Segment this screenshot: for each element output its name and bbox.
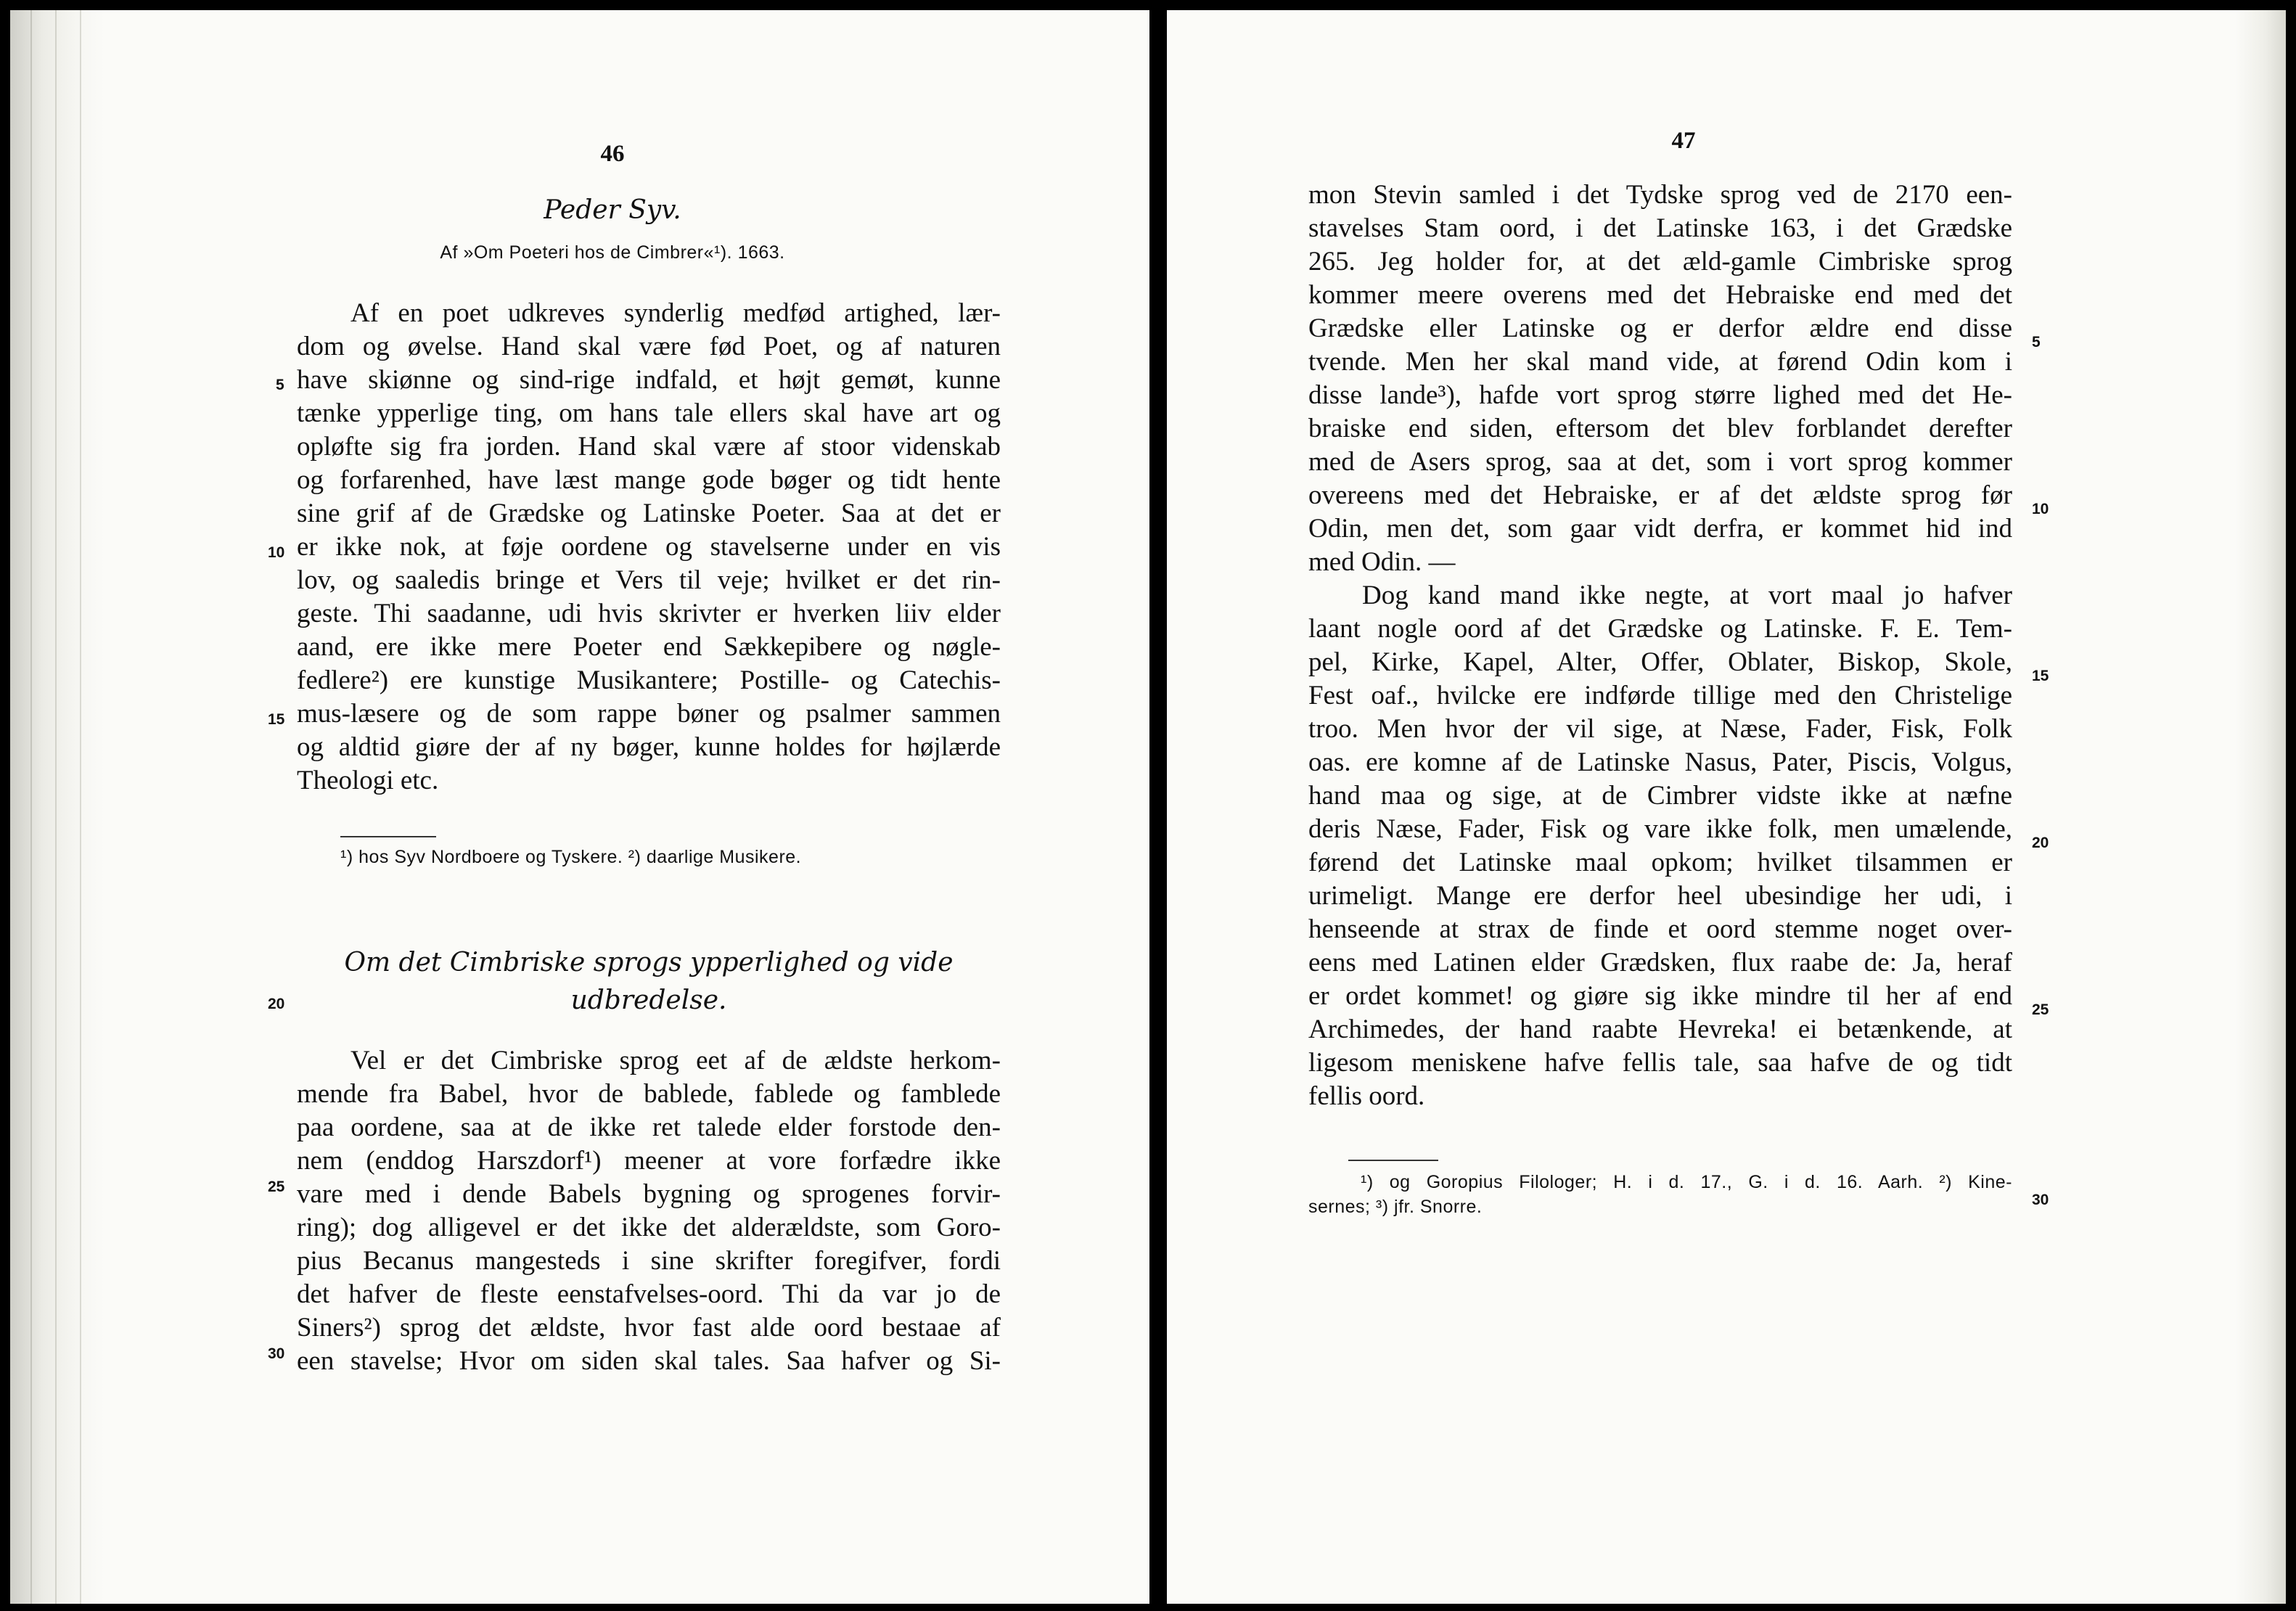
page-edge-line [80,10,81,1604]
text-line: Fest oaf., hvilcke ere indførde tillige med den Christelige [1308,681,2012,710]
text-line: Af en poet udkreves synderlig medfød artighed, lær- [350,298,1001,328]
text-line: Dog kand mand ikke negte, at vort maal jo hafver [1362,581,2012,610]
text-line: mon Stevin samled i det Tydske sprog ved de 2170 een- [1308,180,2012,210]
footnote-line: sernes; ³) jfr. Snorre. [1308,1197,1483,1217]
text-line: lov, og saaledis bringe et Vers til veje; hvilket er det rin- [297,565,1001,595]
text-line: Vel er det Cimbriske sprog eet af de ældste herkom- [350,1046,1001,1075]
text-line: mus-læsere og de som rappe bøner og psalmer sammen [297,699,1001,729]
paragraph-cimbrian [297,1044,1001,1378]
section-heading-2-line1: Om det Cimbriske sprogs ypperlighed og vide [344,948,954,977]
text-line: paa oordene, saa at de ikke ret talede elder forstode den- [297,1112,1001,1142]
line-number: 25 [268,1178,285,1195]
section-heading-2-line2: udbredelse. [570,985,727,1015]
page-number: 47 [1671,128,1696,154]
text-line: urimeligt. Mange ere derfor heel ubesindige her udi, i [1308,881,2012,911]
text-line: ring); dog alligevel er det ikke det alderældste, som Goro- [297,1213,1001,1242]
footnote [1308,1170,2012,1219]
text-line: pius Becanus mangesteds i sine skrifter foregifver, fordi [297,1246,1001,1276]
text-line: fellis oord. [1308,1081,1425,1111]
text-line: geste. Thi saadanne, udi hvis skrivter er hverken liiv elder [297,599,1001,628]
text-line: een stavelse; Hvor om siden skal tales. Saa hafver og Si- [297,1346,1001,1376]
text-line: Archimedes, der hand raabte Hevreka! ei betænkende, at [1308,1014,2012,1044]
paragraph-poet [297,297,1001,798]
page-edge-line [30,10,32,1604]
text-line: og aldtid giøre der af ny bøger, kunne holdes for højlærde [297,732,1001,762]
footnote-rule [340,836,436,837]
text-line: laant nogle oord af det Grædske og Latinske. F. E. Tem- [1308,614,2012,644]
text-line: troo. Men hvor der vil sige, at Næse, Fader, Fisk, Folk [1308,714,2012,744]
book-spine-shadow [10,10,104,1604]
text-line: 265. Jeg holder for, at det æld-gamle Cimbriske sprog [1308,247,2012,276]
text-line: oas. ere komne af de Latinske Nasus, Pater, Piscis, Volgus, [1308,747,2012,777]
text-line: Odin, men det, som gaar vidt derfra, er kommet hid ind [1308,514,2012,544]
line-number: 15 [2032,668,2049,684]
paragraph-loanwords [1308,579,2012,1113]
text-line: disse lande³), hafde vort sprog større lighed med det He- [1308,380,2012,410]
text-line: det hafver de fleste eenstafvelses-oord. Thi da var jo de [297,1279,1001,1309]
text-line: deris Næse, Fader, Fisk og vare ikke folk, men umælende, [1308,814,2012,844]
text-line: sine grif af de Grædske og Latinske Poeter. Saa at det er [297,499,1001,528]
text-line: Siners²) sprog det ældste, hvor fast alde oord bestaae af [297,1313,1001,1342]
line-number: 30 [268,1345,285,1362]
text-line: aand, ere ikke mere Poeter end Sækkepibere og nøgle- [297,632,1001,662]
line-number: 20 [268,996,285,1012]
line-number: 20 [2032,835,2049,851]
line-number: 10 [268,544,285,561]
text-line: er ikke nok, at føje oordene og stavelserne under en vis [297,532,1001,562]
text-line: tvende. Men her skal mand vide, at førend Odin kom i [1308,347,2012,377]
text-line: Theologi etc. [297,766,439,795]
source-line: Af »Om Poeteri hos de Cimbrer«¹). 1663. [440,242,785,263]
page-number: 46 [600,141,625,167]
text-line: pel, Kirke, Kapel, Alter, Offer, Oblater, Biskop, Skole, [1308,647,2012,677]
section-heading: Peder Syv. [544,195,681,225]
footnote-rule [1348,1160,1438,1161]
paragraph-continued [1308,179,2012,579]
text-line: tænke ypperlige ting, om hans tale ellers skal have art og [297,398,1001,428]
line-number: 30 [2032,1192,2049,1208]
text-line: dom og øvelse. Hand skal være fød Poet, og af naturen [297,332,1001,361]
footnote-line: ¹) og Goropius Filologer; H. i d. 17., G. i d. 16. Aarh. ²) Kine- [1361,1172,2012,1192]
right-page [1167,10,2286,1604]
page-edge-line [55,10,57,1604]
text-line: opløfte sig fra jorden. Hand skal være af stoor videnskab [297,432,1001,462]
line-number: 15 [268,711,285,728]
line-number: 10 [2032,501,2049,517]
text-line: have skiønne og sind-rige indfald, et højt gemøt, kunne [297,365,1001,395]
text-line: nem (enddog Harszdorf¹) meener at vore forfædre ikke [297,1146,1001,1176]
line-number: 5 [2032,334,2041,351]
text-line: er ordet kommet! og giøre sig ikke mindre til her af end [1308,981,2012,1011]
text-line: eens med Latinen elder Grædsken, flux raabe de: Ja, heraf [1308,948,2012,977]
text-line: med de Asers sprog, saa at det, som i vort sprog kommer [1308,447,2012,477]
left-page [10,10,1149,1604]
text-line: mende fra Babel, hvor de bablede, fablede og famblede [297,1079,1001,1109]
text-line: vare med i dende Babels bygning og sprogenes forvir- [297,1179,1001,1209]
text-line: og forfarenhed, have læst mange gode bøger og tidt hente [297,465,1001,495]
text-line: fedlere²) ere kunstige Musikantere; Postille- og Catechis- [297,665,1001,695]
text-line: førend det Latinske maal opkom; hvilket tilsammen er [1308,848,2012,877]
text-line: Grædske eller Latinske og er derfor ældre end disse [1308,313,2012,343]
line-number: 5 [276,377,284,393]
line-number: 25 [2032,1001,2049,1018]
text-line: overeens med det Hebraiske, er af det ældste sprog før [1308,480,2012,510]
text-line: braiske end siden, eftersom det blev forblandet derefter [1308,414,2012,443]
footnote: ¹) hos Syv Nordboere og Tyskere. ²) daarlige Musikere. [340,847,802,867]
text-line: kommer meere overens med det Hebraiske end med det [1308,280,2012,310]
text-line: med Odin. — [1308,547,1456,577]
text-line: hand maa og sige, at de Cimbrer vidste ikke at næfne [1308,781,2012,811]
page-edge-shadow [2235,10,2286,1604]
text-line: stavelses Stam oord, i det Latinske 163, i det Grædske [1308,213,2012,243]
text-line: henseende at strax de finde et oord stemme noget over- [1308,914,2012,944]
text-line: ligesom meniskene hafve fellis tale, saa hafve de og tidt [1308,1048,2012,1078]
